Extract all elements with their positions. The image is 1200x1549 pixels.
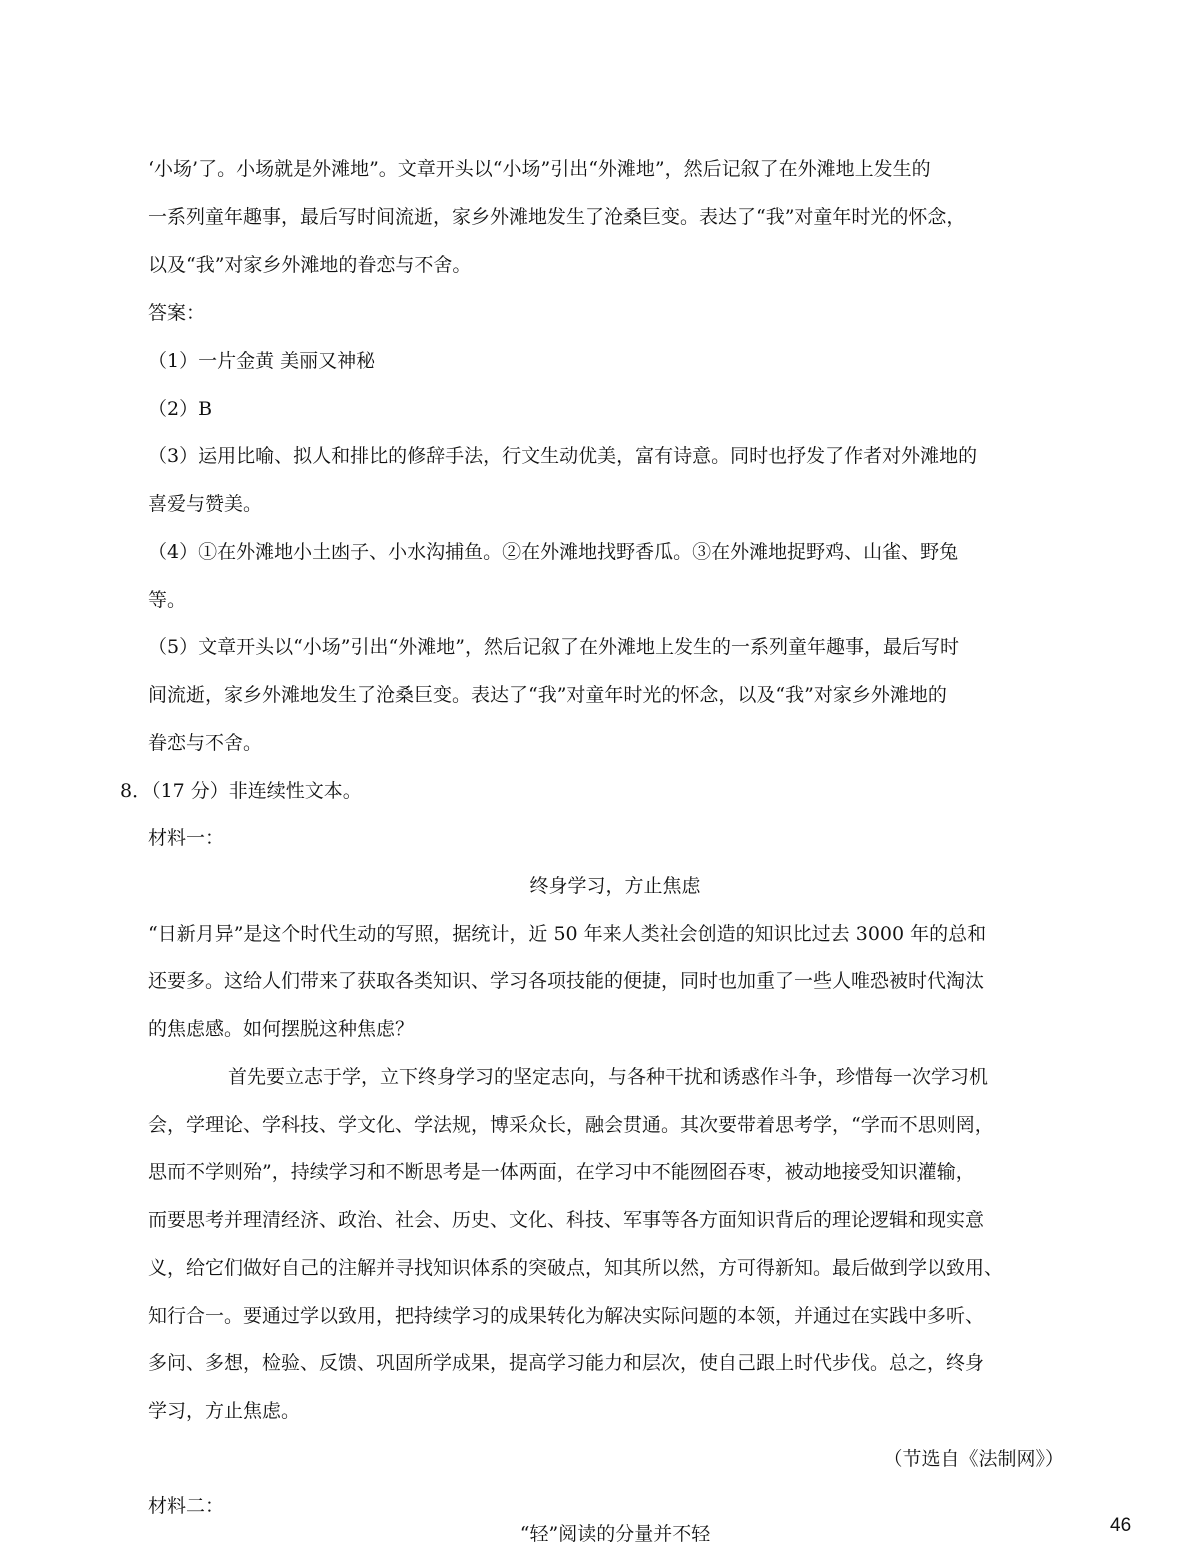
answer-item-5: （5）文章开头以“小场”引出“外滩地”，然后记叙了在外滩地上发生的一系列童年趣事，最后写时 — [148, 636, 959, 658]
material-1-para2-line: 会，学理论、学科技、学文化、学法规，博采众长，融会贯通。其次要带着思考学，“学而不思则罔， — [148, 1114, 994, 1136]
material-1-para2-line: 知行合一。要通过学以致用，把持续学习的成果转化为解决实际问题的本领，并通过在实践中多听、 — [148, 1305, 985, 1327]
answer-item-2: （2）B — [148, 398, 213, 420]
material-1-para2-line: 学习，方止焦虑。 — [148, 1400, 301, 1422]
material-1-para2-line: 而要思考并理清经济、政治、社会、历史、文化、科技、军事等各方面知识背后的理论逻辑和现实意 — [148, 1209, 985, 1231]
analysis-line: ‘小场’了。小场就是外滩地”。文章开头以“小场”引出“外滩地”，然后记叙了在外滩地上发生的 — [148, 158, 931, 180]
answer-label: 答案： — [148, 302, 206, 324]
answer-item-4: （4）①在外滩地小土凼子、小水沟捕鱼。②在外滩地找野香瓜。③在外滩地捉野鸡、山雀、野兔 — [148, 541, 959, 563]
material-1-label: 材料一： — [148, 827, 225, 849]
page-number: 46 — [1110, 1515, 1132, 1536]
analysis-line: 以及“我”对家乡外滩地的眷恋与不舍。 — [148, 254, 472, 276]
material-1-title: 终身学习，方止焦虑 — [529, 875, 701, 897]
material-2-title: “轻”阅读的分量并不轻 — [519, 1523, 711, 1545]
answer-item-3: （3）运用比喻、拟人和排比的修辞手法，行文生动优美，富有诗意。同时也抒发了作者对外滩地的 — [148, 445, 978, 467]
material-2-label: 材料二： — [148, 1495, 225, 1517]
answer-item-1: （1）一片金黄 美丽又神秘 — [148, 350, 376, 372]
answer-item-4-cont: 等。 — [148, 589, 187, 611]
material-1-para1-line: 的焦虑感。如何摆脱这种焦虑？ — [148, 1018, 415, 1040]
material-1-para2-line: 多问、多想，检验、反馈、巩固所学成果，提高学习能力和层次，使自己跟上时代步伐。总之，终身 — [148, 1352, 985, 1374]
question-8-heading: 8．（17 分）非连续性文本。 — [120, 780, 362, 802]
material-1-para1-line: 还要多。这给人们带来了获取各类知识、学习各项技能的便捷，同时也加重了一些人唯恐被时代淘汰 — [148, 970, 985, 992]
material-1-para2-line: 首先要立志于学，立下终身学习的坚定志向，与各种干扰和诱惑作斗争，珍惜每一次学习机 — [228, 1066, 989, 1088]
material-1-source: （节选自《法制网》） — [883, 1448, 1064, 1470]
material-1-para2-line: 义，给它们做好自己的注解并寻找知识体系的突破点，知其所以然，方可得新知。最后做到学以致用、 — [148, 1257, 1004, 1279]
material-1-para1-line: “日新月异”是这个时代生动的写照，据统计，近 50 年来人类社会创造的知识比过去 3000 年的总和 — [148, 923, 987, 945]
answer-item-3-cont: 喜爱与赞美。 — [148, 493, 263, 515]
answer-item-5-cont: 间流逝，家乡外滩地发生了沧桑巨变。表达了“我”对童年时光的怀念，以及“我”对家乡外滩地的 — [148, 684, 947, 706]
material-1-para2-line: 思而不学则殆”，持续学习和不断思考是一体两面，在学习中不能囫囵吞枣，被动地接受知识灌输， — [148, 1161, 975, 1183]
analysis-line: 一系列童年趣事，最后写时间流逝，家乡外滩地发生了沧桑巨变。表达了“我”对童年时光的怀念， — [148, 206, 966, 228]
answer-item-5-cont: 眷恋与不舍。 — [148, 732, 263, 754]
